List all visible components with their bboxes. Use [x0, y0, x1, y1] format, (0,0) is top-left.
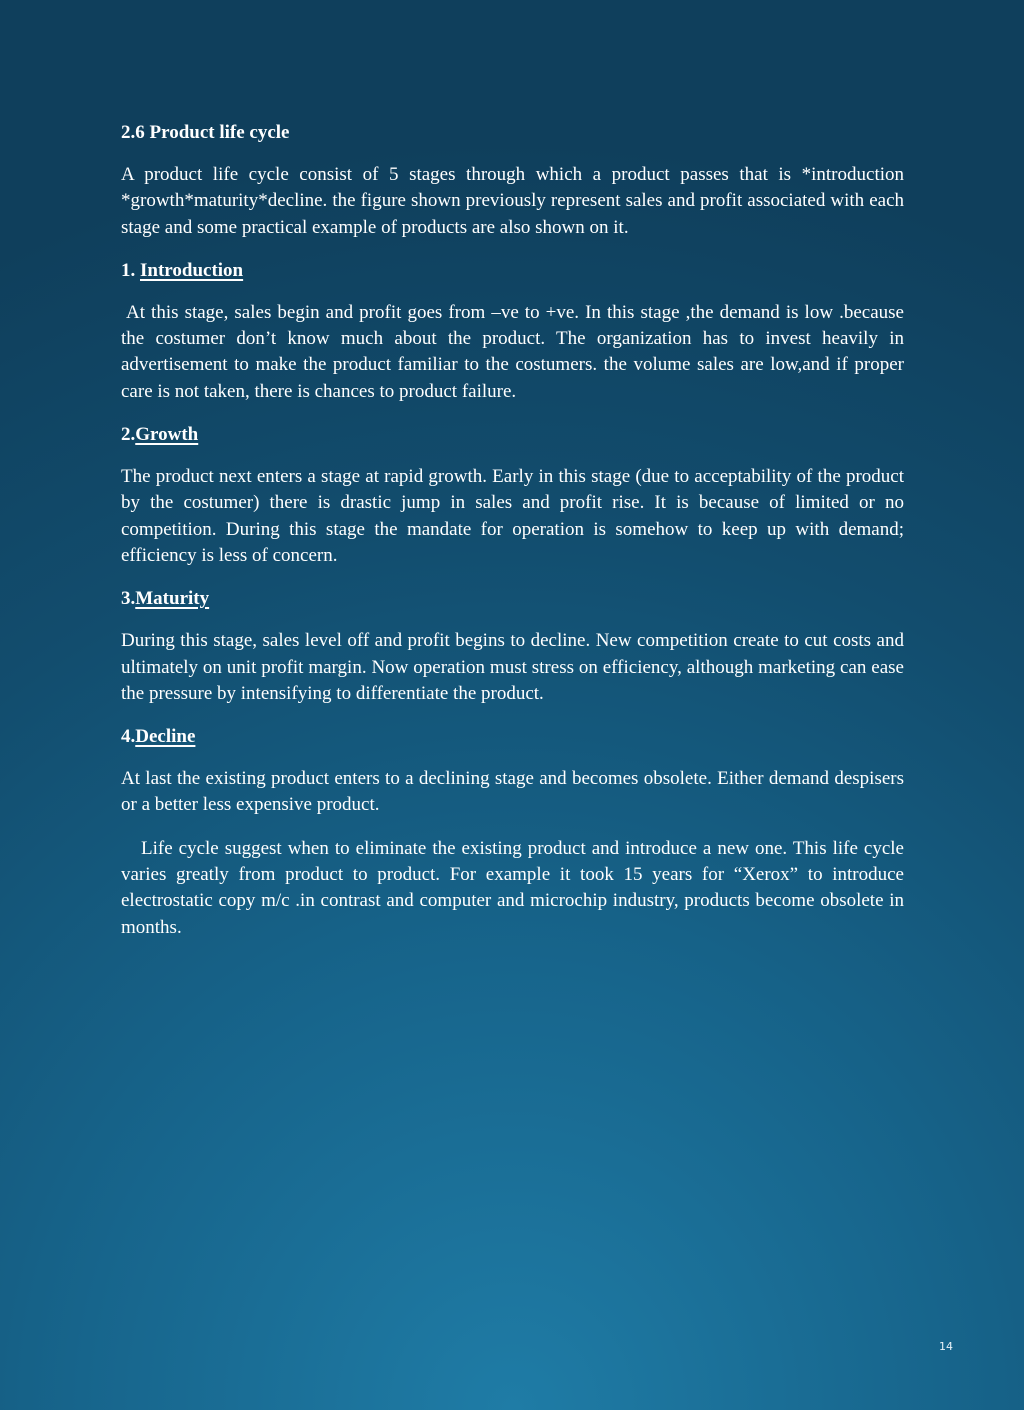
section-title: 2.6 Product life cycle [121, 122, 290, 143]
stage-number: 2. [121, 424, 136, 446]
stage-heading-decline [121, 724, 904, 750]
intro-paragraph: A product life cycle consist of 5 stages through which a product passes that is *introduction *growth*maturity*decline. the figure shown previously represent sales and profit associated with each stage and some practical example of products are also shown on it. [121, 164, 904, 238]
document-page [121, 120, 904, 958]
stage-number: 4. [121, 726, 136, 748]
stage-name: Introduction [140, 259, 244, 281]
stage-heading-introduction [121, 258, 904, 284]
stage-number: 3. [121, 588, 136, 610]
stage-number: 1. [121, 259, 140, 281]
stage-heading-maturity [121, 586, 904, 612]
stage-name: Growth [135, 424, 199, 446]
growth-paragraph: The product next enters a stage at rapid growth. Early in this stage (due to acceptability of the product by the costumer) there is drastic jump in sales and profit rise. It is because of limited or no competition. During this stage the mandate for operation is somehow to keep up with demand; efficiency is less of concern. [121, 466, 904, 566]
stage-name: Maturity [135, 588, 210, 610]
page-number: 14 [939, 1340, 953, 1353]
closing-paragraph: Life cycle suggest when to eliminate the existing product and introduce a new one. This life cycle varies greatly from product to product. For example it took 15 years for “Xerox” to introduce electrostatic copy m/c .in contrast and computer and microchip industry, products become obsolete in months. [121, 837, 904, 938]
maturity-paragraph: During this stage, sales level off and profit begins to decline. New competition create to cut costs and ultimately on unit profit margin. Now operation must stress on efficiency, although marketing can ease the pressure by intensifying to differentiate the product. [121, 630, 904, 704]
introduction-paragraph: At this stage, sales begin and profit goes from –ve to +ve. In this stage ,the demand is low .because the costumer don’t know much about the product. The organization has to invest heavily in advertisement to make the product familiar to the costumers. the volume sales are low,and if proper care is not taken, there is chances to product failure. [121, 301, 904, 402]
stage-name: Decline [135, 726, 196, 748]
decline-paragraph: At last the existing product enters to a declining stage and becomes obsolete. Either demand despisers or a better less expensive product. [121, 768, 904, 816]
stage-heading-growth [121, 422, 904, 448]
